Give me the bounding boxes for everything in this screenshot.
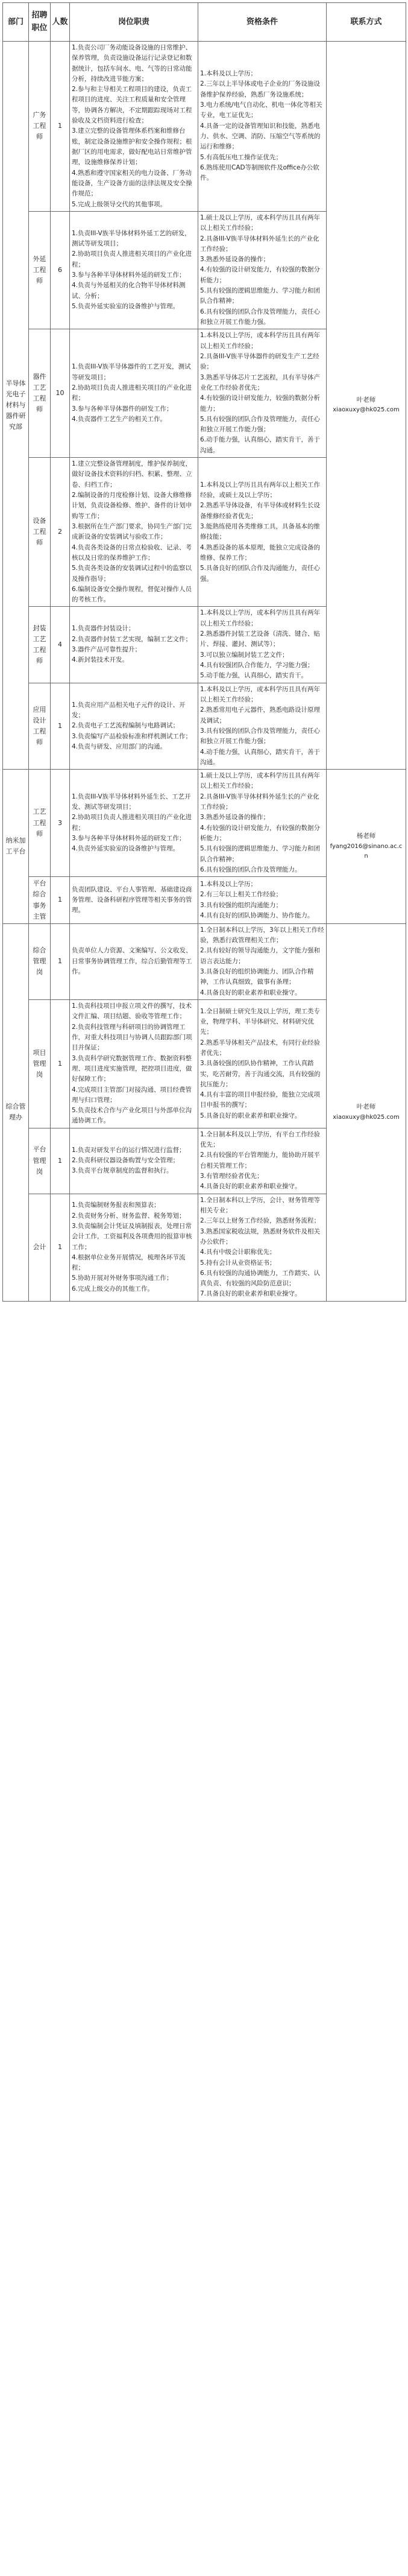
- qualification-line: 2.熟悉常用电子元器件，熟悉电路设计原理及调试；: [200, 706, 321, 724]
- position-cell: [29, 1194, 51, 1301]
- qualification-line: 4.具有丰富的项目申报经验，能独立完成项目申报书的撰写；: [200, 1091, 321, 1109]
- position-label: 平台管理岗: [33, 1145, 46, 1176]
- duty-line: 5.完成上级领导交代的其他事项。: [72, 200, 167, 208]
- count-cell: 10: [51, 329, 70, 458]
- position-label: 外延工程师: [33, 255, 46, 285]
- qualification-line: 2.有三年以上相关工作经验；: [200, 891, 283, 899]
- position-label: 工艺工程师: [33, 808, 46, 838]
- qualifications-cell: [198, 329, 327, 458]
- qualifications-cell: [198, 607, 327, 683]
- qualification-line: 2.熟悉半导体设备，有半导体或材料生长设备维修经验者优先；: [200, 502, 321, 520]
- count-cell: 1: [51, 923, 70, 999]
- qualification-line: 2.三年以上财务工作经验，熟悉财务流程；: [200, 1217, 321, 1225]
- duty-line: 2.参与和主导相关工程项目的建设，负责工程项目的进度、关注工程质量和安全管理等，协调各方解决，不定期跟踪现场对工程验收及文档资料进行检查；: [72, 86, 192, 125]
- position-label: 广务工程师: [33, 111, 46, 141]
- duty-line: 4.根据单位业务开展情况，梳理各环节流程；: [72, 1253, 186, 1272]
- duties-cell: [70, 770, 198, 877]
- header-position: 招聘职位: [29, 3, 51, 42]
- qualification-line: 3.可以独立编制封装工艺文件；: [200, 651, 289, 659]
- qualification-line: 1.全日制本科以上学历，会计、财务管理等相关专业；: [200, 1196, 321, 1214]
- position-cell: [29, 329, 51, 458]
- qualification-line: 2.具有较强的平台管理能力，能协助开展平台相关管理工作；: [200, 1151, 321, 1169]
- contact-email[interactable]: xiaoxuxy@hk025.com: [333, 1113, 400, 1121]
- duty-line: 负责单位人力资源、文案编写、公文收发、日常事务协调管理工作，综合后勤管理等工作。: [72, 947, 192, 976]
- position-cell: [29, 770, 51, 877]
- qualification-line: 3.熟悉国家税收法规，熟悉财务软件及相关办公软件；: [200, 1227, 321, 1245]
- qualification-line: 1.硕士及以上学历，或本科学历且具有两年以上相关工作经验；: [200, 214, 321, 232]
- qualifications-cell: [198, 877, 327, 924]
- table-row: [3, 770, 406, 877]
- duty-line: 负责团队建设、平台人事管理、基础建设商务管理、设备科研程序管理等相关事务的管理。: [72, 885, 192, 914]
- duty-line: 1.负责器件封装设计；: [72, 625, 135, 633]
- duty-line: 4.完成项目主管部门对接沟通、项目经费管理与归口管理；: [72, 1086, 192, 1104]
- qualification-line: 3.具有较强的组织沟通能力；: [200, 901, 283, 909]
- contact-cell: [327, 770, 406, 924]
- table-row: [3, 923, 406, 999]
- qualification-line: 2.熟悉半导体相关产品技术，有同行业经验者优先；: [200, 1039, 321, 1057]
- qualification-line: 2.熟悉器件封装工艺设备（清洗、键合、贴片、焊接、灌封、测试等）；: [200, 630, 321, 648]
- qualification-line: 4.具有较强团队合作能力，学习能力强；: [200, 662, 314, 669]
- department-label: 综合管理办: [5, 1103, 26, 1122]
- qualification-line: 1.本科及以上学历，或本科学历且具有两年以上相关工作经验；: [200, 609, 321, 627]
- duty-line: 4.负责器件工艺生产的相关工作。: [72, 415, 167, 423]
- qualification-line: 2.具备III-V族半导体材料外延生长的产业化工作经验；: [200, 793, 319, 811]
- position-cell: [29, 923, 51, 999]
- duty-line: 5.协助开展对外财务事项沟通工作；: [72, 1274, 173, 1282]
- duty-line: 1.负责III-V族半导体材料外延生长、工艺开发、测试等研发项目；: [72, 793, 191, 811]
- count-cell: 3: [51, 770, 70, 877]
- position-label: 设备工程师: [33, 517, 46, 547]
- qualification-line: 3.具有较强的团队合作及管理能力，责任心和独立开展工作能力强；: [200, 727, 321, 745]
- contact-cell: [327, 923, 406, 1301]
- duty-line: 2.协助项目负责人推进相关项目的产业化进程；: [72, 250, 192, 268]
- duty-line: 3.负责科学研究数据管理工作、数据资料整理、项目进度实施管理，把控项目进度，做好保障工作；: [72, 1054, 192, 1083]
- qualifications-cell: [198, 41, 327, 211]
- count-cell: 1: [51, 1000, 70, 1128]
- duty-line: 3.负责平台规章制度的监督和执行。: [72, 1167, 173, 1175]
- recruitment-table: [2, 2, 406, 1302]
- position-label: 综合管理岗: [33, 946, 46, 976]
- duty-line: 6.编制设备安全操作规程，督促对操作人员的考核工作。: [72, 585, 192, 604]
- qualification-line: 5.具备良好的职业素养和职业操守。: [200, 1112, 301, 1119]
- qualifications-cell: [198, 211, 327, 329]
- qualification-line: 6.具有较强的团队合作及管理能力。: [200, 866, 301, 873]
- duty-line: 2.编制设备的月度检修计划、设备大修维修计划，负责设备检修、维护、备件的计划申购等工作；: [72, 492, 192, 520]
- qualification-line: 4.有较强的设计研发能力，有较强的数据分析能力；: [200, 266, 321, 284]
- qualification-line: 1.全日制本科以上学历，3年以上相关工作经验，熟悉行政管理相关工作；: [200, 926, 324, 945]
- qualifications-cell: [198, 1194, 327, 1301]
- table-body: [3, 41, 406, 1301]
- duty-line: 3.建立完整的设备管理体系档案和维修台账，制定设备设施维护和安全操作规程；根据厂区的用电需求，做好配电站日常维护管理，设施维修保养计划；: [72, 127, 192, 166]
- qualification-line: 3.有管理经验者优先；: [200, 1172, 263, 1180]
- qualifications-cell: [198, 1000, 327, 1128]
- position-label: 封装工艺工程师: [33, 624, 46, 665]
- header-count: 人数: [51, 3, 70, 42]
- qualification-line: 1.全日制本科及以上学历，有平台工作经验优先；: [200, 1130, 321, 1149]
- duty-line: 2.负责科技管理与科研项目的协调管理工作，对重大科技项目与协调人员跟踪部门项目并保证；: [72, 1023, 192, 1052]
- duty-line: 4.负责与外延相关的化合物半导体材料测试、分析；: [72, 282, 186, 300]
- count-cell: 1: [51, 877, 70, 924]
- qualification-line: 4.具备一定的设备管理知识和技能，熟悉电力、供水、空调、消防、压缩空气等系统的运行和维修；: [200, 122, 321, 151]
- department-cell: [3, 770, 29, 924]
- position-cell: [29, 1000, 51, 1128]
- qualification-line: 2.三年以上半导体或电子企业的厂务设施设备维护保养经验，熟悉厂务设施系统；: [200, 80, 321, 98]
- qualification-line: 6.熟练使用CAD等制图软件及office办公软件。: [200, 163, 319, 182]
- count-cell: 1: [51, 41, 70, 211]
- qualification-line: 1.硕士及以上学历，或本科学历且具有两年以上相关工作经验；: [200, 772, 321, 790]
- qualification-line: 2.具备III-V族半导体材料外延生长的产业化工作经验；: [200, 235, 319, 253]
- contact-email[interactable]: xiaoxuxy@hk025.com: [333, 407, 400, 414]
- qualification-line: 5.具有较强的逻辑思维能力、学习能力和团队合作精神；: [200, 287, 321, 305]
- qualifications-cell: [198, 770, 327, 877]
- position-cell: [29, 1128, 51, 1194]
- qualification-line: 6.动手能力强，认真细心，踏实肯干，善于沟通。: [200, 436, 321, 454]
- table-header-row: [3, 3, 406, 42]
- header-department: 部门: [3, 3, 29, 42]
- contact-name: 叶老师: [356, 1103, 376, 1111]
- duties-cell: [70, 683, 198, 770]
- duty-line: 4.熟悉和遵守国家相关的电力设备、厂务动能设备，生产设备方面的法律法规及安全操作规范；: [72, 169, 192, 198]
- count-cell: 1: [51, 683, 70, 770]
- duty-line: 1.负责应用产品相关电子元件的设计、开发；: [72, 701, 186, 719]
- duties-cell: [70, 329, 198, 458]
- qualification-line: 1.本科及以上学历；: [200, 70, 257, 78]
- header-contact: 联系方式: [327, 3, 406, 42]
- duties-cell: [70, 1194, 198, 1301]
- duty-line: 2.负责财务分析、财务监督、税务筹划；: [72, 1212, 186, 1220]
- duties-cell: [70, 877, 198, 924]
- qualification-line: 6.具有较强的团队合作及管理能力，责任心和独立开展工作能力强。: [200, 308, 321, 326]
- department-cell: [3, 41, 29, 769]
- position-cell: [29, 607, 51, 683]
- qualification-line: 4.具备良好的职业素养和职业操守。: [200, 989, 301, 996]
- duties-cell: [70, 923, 198, 999]
- qualification-line: 7.具备良好的职业素养和职业操守。: [200, 1290, 301, 1298]
- contact-email[interactable]: fyang2016@sinano.ac.cn: [330, 843, 403, 860]
- duty-line: 4.负责与研发、应用部门的沟通。: [72, 742, 167, 750]
- qualifications-cell: [198, 683, 327, 770]
- qualifications-cell: [198, 458, 327, 607]
- duty-line: 3.负责编制会计凭证及填制报表，处理日常会计工作，工资福利及各项费用的报算审核工作；: [72, 1222, 192, 1251]
- duties-cell: [70, 1128, 198, 1194]
- position-cell: [29, 41, 51, 211]
- duties-cell: [70, 211, 198, 329]
- position-cell: [29, 211, 51, 329]
- table-row: [3, 41, 406, 211]
- duties-cell: [70, 41, 198, 211]
- position-label: 应用设计工程师: [33, 705, 46, 747]
- duty-line: 1.负责对研发平台的运行情况进行监督；: [72, 1146, 186, 1154]
- contact-cell: [327, 41, 406, 769]
- position-label: 会计: [33, 1243, 46, 1252]
- count-cell: 6: [51, 211, 70, 329]
- duty-line: 4.新封装技术开发。: [72, 656, 129, 664]
- qualification-line: 5.动手能力强，认真细心，踏实肯干。: [200, 672, 308, 680]
- contact-name: 叶老师: [356, 396, 376, 404]
- duty-line: 3.器件产品可靠性提升；: [72, 646, 142, 654]
- qualification-line: 1.本科及以上学历，或本科学历且具有两年以上相关工作经验；: [200, 685, 321, 703]
- duty-line: 1.负责III-V族半导体材料外延工艺的研发，测试等研发项目；: [72, 229, 191, 248]
- position-label: 器件工艺工程师: [33, 372, 46, 414]
- duty-line: 5.负责各类设备的安装调试过程中的监察以及操作指导；: [72, 565, 192, 583]
- qualification-line: 3.能熟练使用各类维修工具，具备基本的维修技能；: [200, 522, 321, 541]
- duty-line: 4.负责各类设备的日常点检验收、记录、考核以及日常的保养维护工作；: [72, 543, 192, 562]
- qualification-line: 5.具备良好的团队合作及沟通能力，责任心强。: [200, 565, 321, 583]
- position-label: 平台综合事务主管: [33, 879, 46, 920]
- duty-line: 1.负责科技项目申报立项文件的撰写，技术文件汇编、项目结题、验收等管理工作；: [72, 1002, 192, 1021]
- duty-line: 2.协助项目负责人推进相关项目的产业化进程；: [72, 814, 192, 832]
- duty-line: 1.负责编制财务报表和预算表；: [72, 1201, 160, 1209]
- qualification-line: 6.具有较强的沟通协调能力，工作踏实、认真负责、有较强的风险防范意识；: [200, 1269, 321, 1288]
- duty-line: 3.参与各种半导体器件的研发工作；: [72, 405, 173, 413]
- contact-name: 杨老师: [356, 832, 376, 840]
- qualification-line: 1.本科及以上学历；: [200, 880, 257, 888]
- qualification-line: 5.具有较强的团队合作及管理能力，责任心和独立开展工作能力强；: [200, 415, 321, 434]
- qualification-line: 1.本科及以上学历且具有两年以上相关工作经验，或硕士及以上学历；: [200, 481, 321, 499]
- department-label: 纳米加工平台: [5, 837, 26, 856]
- qualifications-cell: [198, 923, 327, 999]
- qualification-line: 3.电力系统/电气自动化、机电一体化等相关专业，电工证优先；: [200, 101, 322, 119]
- count-cell: 2: [51, 458, 70, 607]
- count-cell: 4: [51, 607, 70, 683]
- duty-line: 1.负责公司厂务动能设备设施的日常维护、保养管理，负责设施设备运行记录登记和数据统计，包括车间水、电、气等的日常动能分析，持续改进节能方案；: [72, 43, 192, 83]
- qualification-line: 4.有较强的设计研发能力，有较强的数据分析能力；: [200, 824, 321, 842]
- duty-line: 6.完成上级交办的其他工作。: [72, 1285, 154, 1293]
- duty-line: 3.参与各种半导体材料外延的研发工作；: [72, 271, 186, 279]
- qualifications-cell: [198, 1128, 327, 1194]
- qualification-line: 4.具备良好的职业素养和职业操守。: [200, 1183, 301, 1191]
- duty-line: 2.协助项目负责人推进相关项目的产业化进程；: [72, 384, 192, 402]
- department-label: 半导体光电子材料与器件研究部: [5, 379, 26, 431]
- duty-line: 2.负责科研仪器设备购置与安全管理；: [72, 1157, 180, 1165]
- qualification-line: 5.有高低压电工操作证优先；: [200, 153, 283, 161]
- qualification-line: 3.具备良好的组织协调能力、团队合作精神，工作认真细致，做事有条理；: [200, 968, 314, 986]
- qualification-line: 2.具备III-V族半导体器件的研发生产工艺经验；: [200, 352, 319, 371]
- position-cell: [29, 877, 51, 924]
- header-duties: 岗位职责: [70, 3, 198, 42]
- duty-line: 1.建立完整设备管理制度，维护保养制度，做好设备技术资料的归档、积累、整理、立卷、归档工作；: [72, 460, 192, 489]
- qualification-line: 4.熟悉设备的基本原理，能独立完成设备的维修、保养工作；: [200, 543, 321, 562]
- qualification-line: 3.具备较强的团队协作精神，工作认真踏实，吃苦耐劳，善于沟通交流，具有较强的抗压能力；: [200, 1060, 321, 1088]
- header-qualifications: 资格条件: [198, 3, 327, 42]
- duty-line: 1.负责III-V族半导体器件的工艺开发，测试等研发项目；: [72, 363, 191, 381]
- department-cell: [3, 923, 29, 1301]
- qualification-line: 3.熟悉外延设备的操作；: [200, 814, 270, 821]
- qualification-line: 2.具有较好的领导沟通能力，文字能力强和语言表达能力；: [200, 947, 321, 965]
- position-label: 项目管理岗: [33, 1048, 46, 1078]
- qualification-line: 3.熟悉半导体芯片工艺流程，具有半导体产业化工作经验者优先；: [200, 373, 321, 391]
- qualification-line: 5.持有会计从业资格证书；: [200, 1259, 276, 1267]
- position-cell: [29, 458, 51, 607]
- qualification-line: 5.具有较强的逻辑思维能力、学习能力和团队合作精神；: [200, 845, 321, 863]
- duty-line: 4.负责外延实验室的设备维护与管理。: [72, 845, 180, 853]
- qualification-line: 4.动手能力强，认真细心，踏实肯干，善于沟通。: [200, 748, 321, 766]
- duties-cell: [70, 458, 198, 607]
- duty-line: 3.参与各种半导体材料外延的研发工作；: [72, 835, 186, 842]
- count-cell: 1: [51, 1128, 70, 1194]
- position-cell: [29, 683, 51, 770]
- qualification-line: 1.本科及以上学历，或本科学历且具有两年以上相关工作经验；: [200, 332, 321, 350]
- duties-cell: [70, 1000, 198, 1128]
- count-cell: 1: [51, 1194, 70, 1301]
- qualification-line: 3.熟悉外延设备的操作；: [200, 256, 270, 264]
- duty-line: 3.负责编写产品检验标准和样机测试工作；: [72, 732, 192, 740]
- qualification-line: 4.具有中级会计职称优先；: [200, 1248, 276, 1256]
- duty-line: 2.负责电子工艺流程编制与电路调试；: [72, 722, 180, 730]
- duty-line: 5.负责技术合作与产业化项目与外部单位沟通协调工作。: [72, 1107, 192, 1125]
- duty-line: 2.负责器件封装工艺实现，编制工艺文件；: [72, 635, 192, 643]
- duty-line: 5.负责外延实验室的设备维护与管理。: [72, 303, 180, 311]
- qualification-line: 4.具有良好的团队协调能力、协作能力。: [200, 911, 314, 919]
- duty-line: 3.根据所在生产部门要求，协同生产部门完成新设备的安装调试与验收工作；: [72, 522, 192, 541]
- qualification-line: 1.全日制硕士研究生及以上学历，理工类专业，物理学科、半导体研究、材料研究优先；: [200, 1007, 321, 1036]
- duties-cell: [70, 607, 198, 683]
- qualification-line: 4.有较强的设计研发能力，较强的数据分析能力；: [200, 394, 321, 413]
